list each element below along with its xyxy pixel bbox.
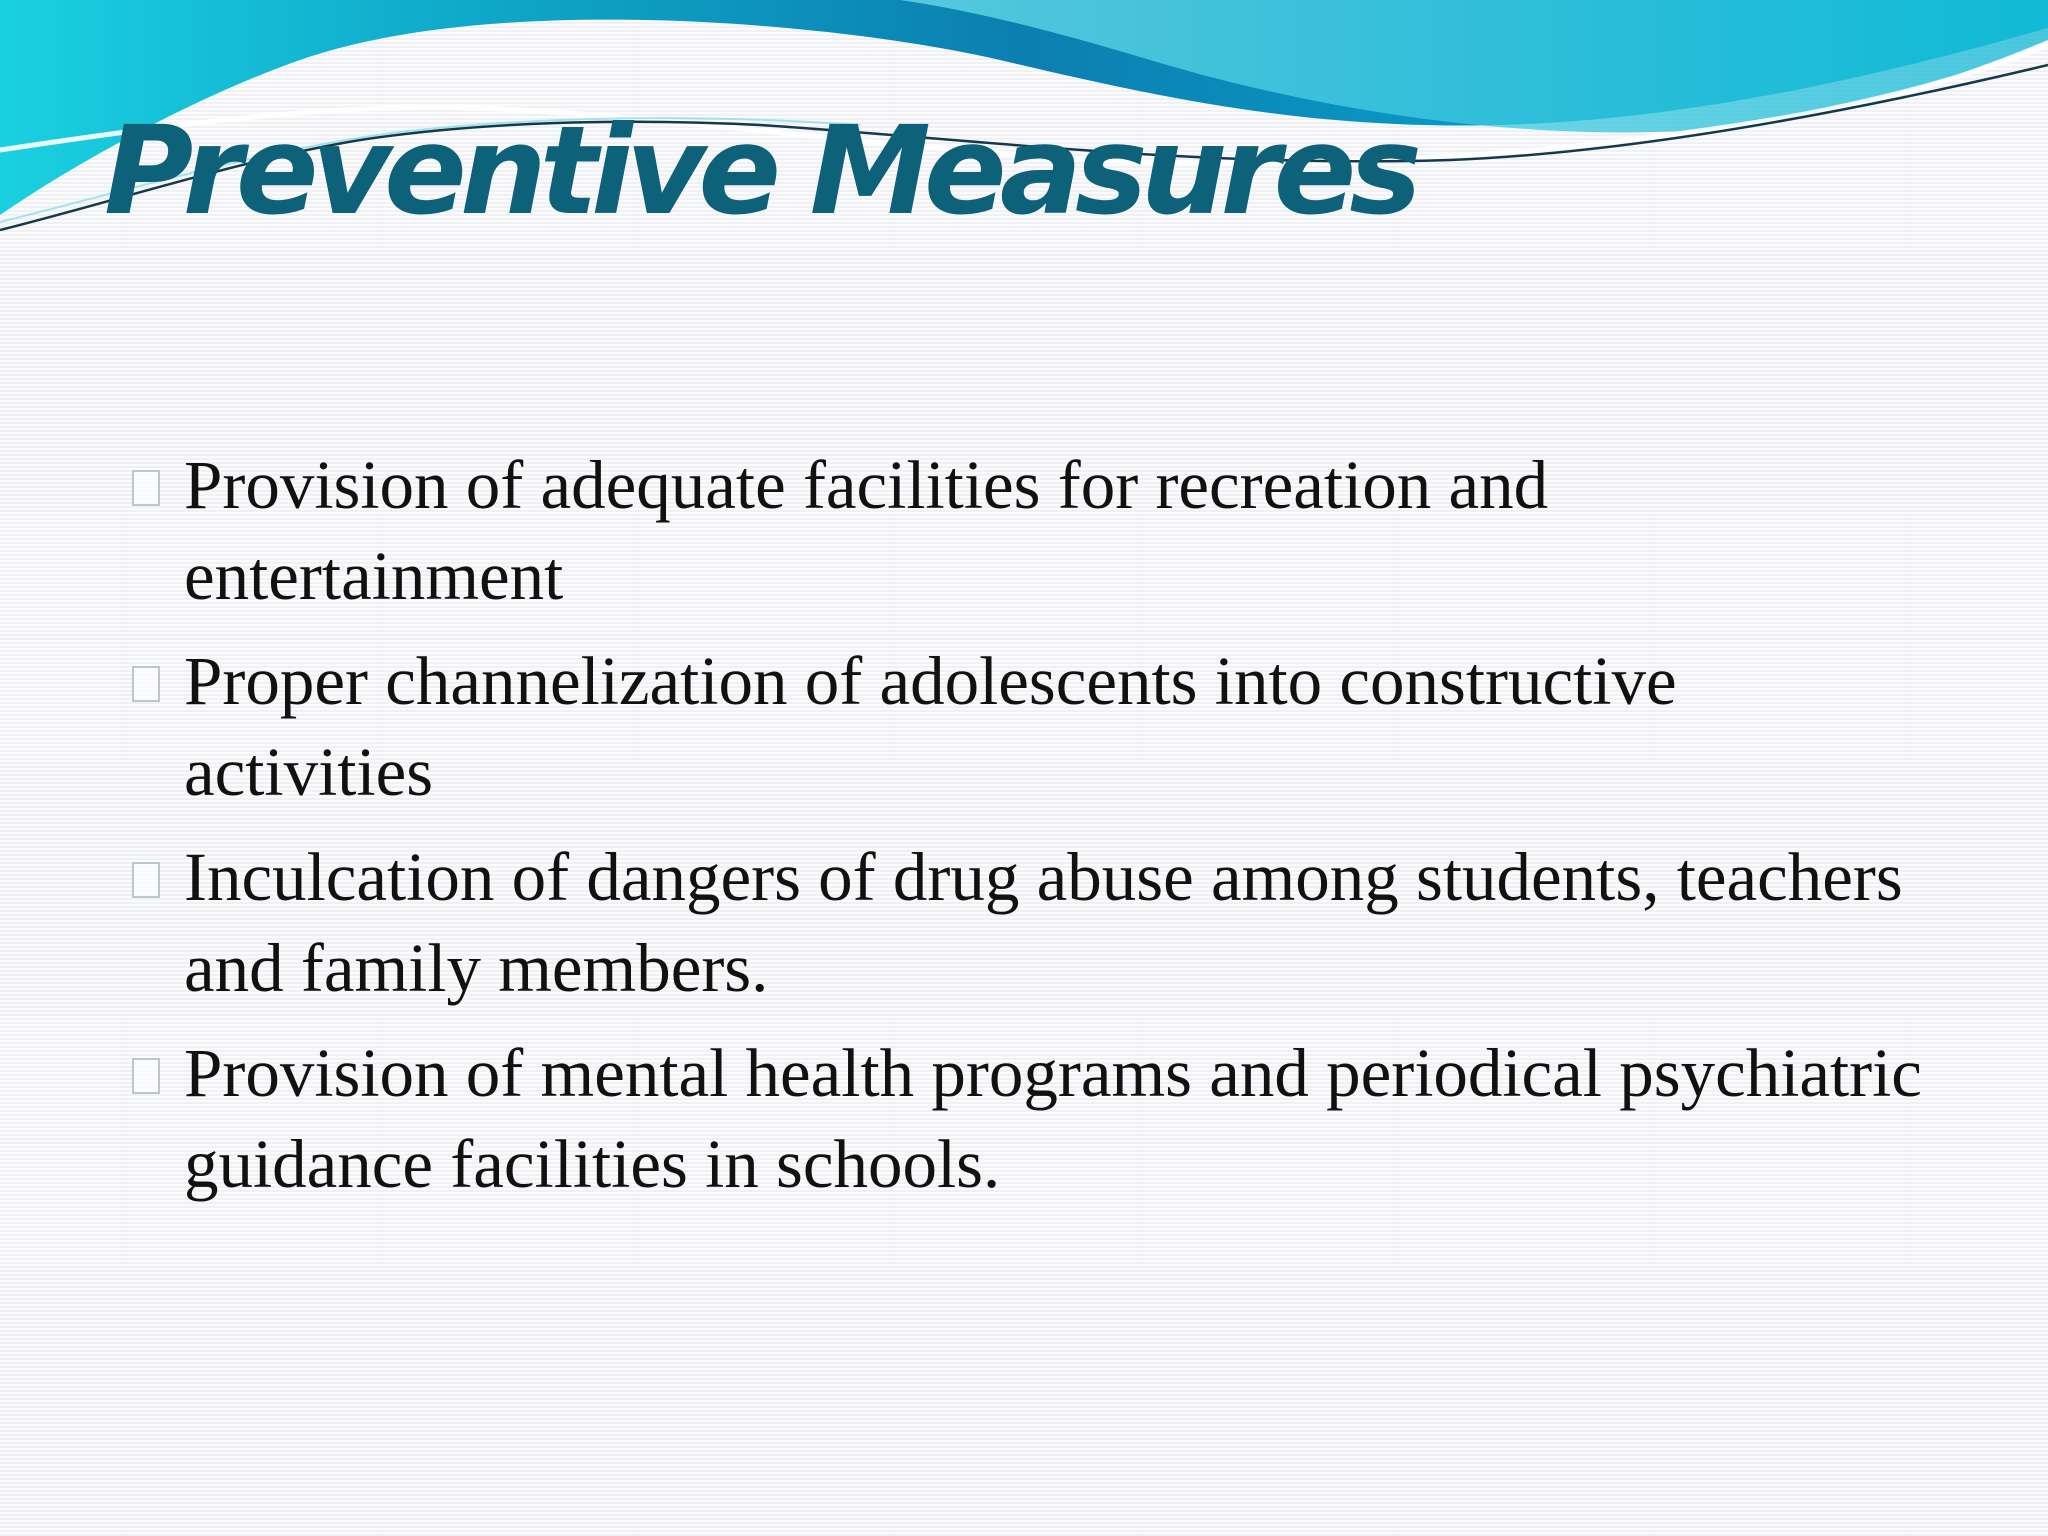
list-item [128, 1028, 1928, 1210]
square-bullet-icon [132, 1058, 160, 1094]
bullet-text: Inculcation of dangers of drug abuse among students, teachers and family members. [184, 839, 1903, 1006]
slide-title: Preventive Measures [104, 100, 1416, 242]
list-item [128, 440, 1928, 622]
square-bullet-icon [132, 666, 160, 702]
list-item [128, 636, 1928, 818]
square-bullet-icon [132, 862, 160, 898]
list-item [128, 832, 1928, 1014]
bullet-text: Provision of adequate facilities for recreation and entertainment [184, 447, 1549, 614]
bullet-text: Provision of mental health programs and periodical psychiatric guidance facilities in schools. [184, 1035, 1922, 1202]
bullet-list [128, 440, 1928, 1224]
bullet-text: Proper channelization of adolescents into constructive activities [184, 643, 1677, 810]
square-bullet-icon [132, 470, 160, 506]
